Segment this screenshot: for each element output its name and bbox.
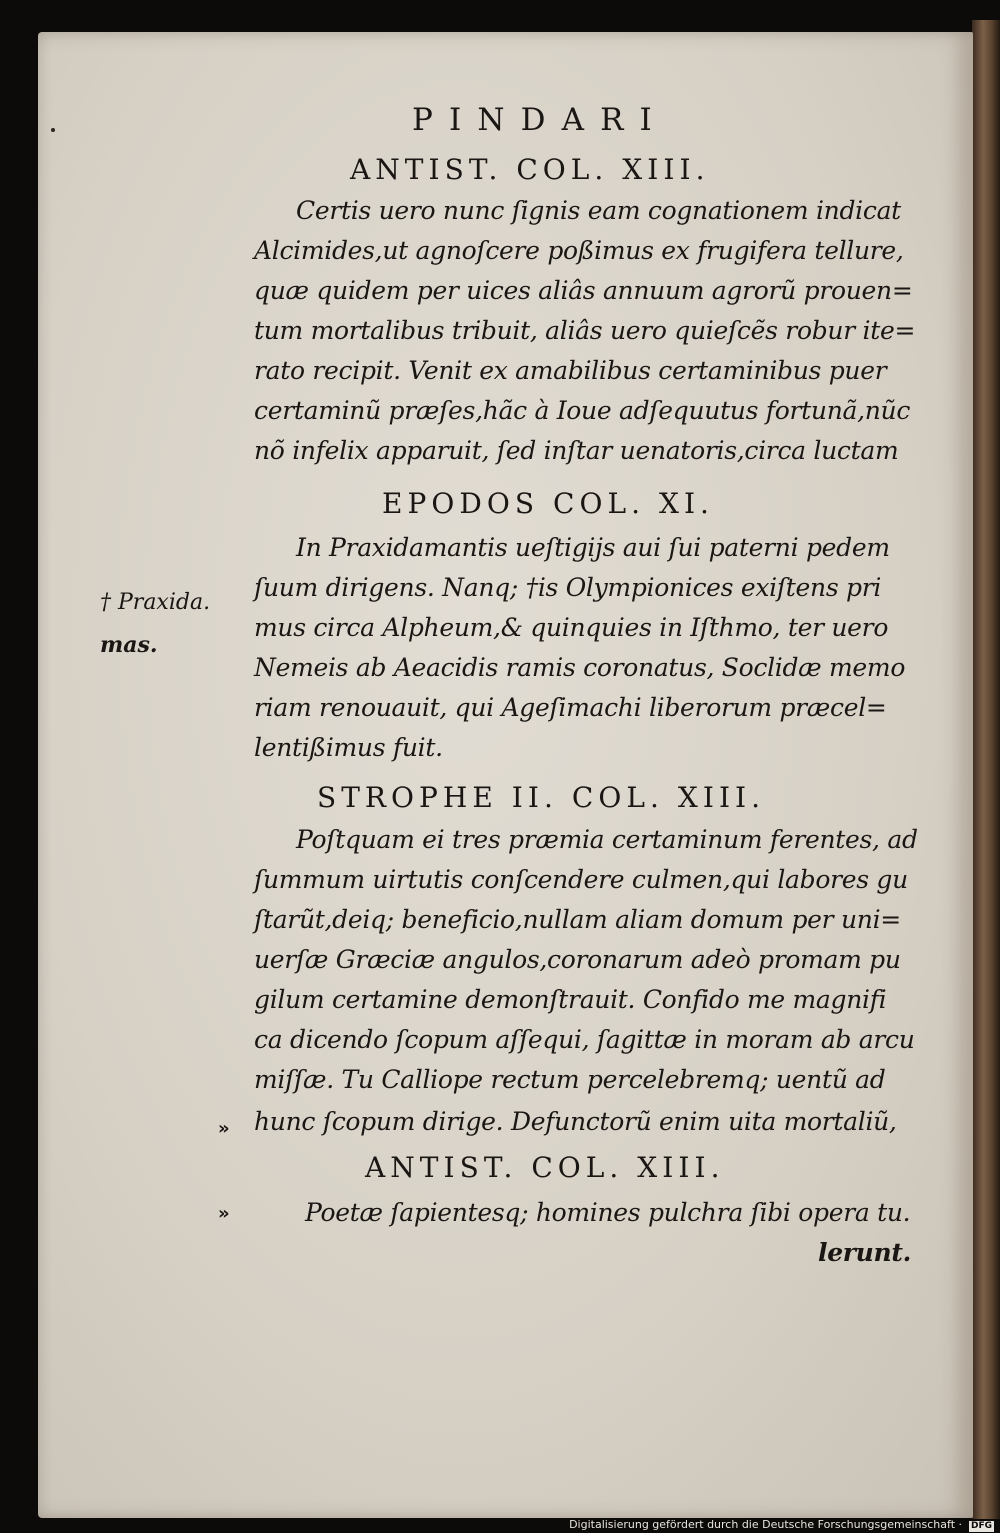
text-line: tum mortalibus tribuit, aliâs uero quieſcẽs robur ite= bbox=[254, 316, 916, 345]
margin-note-continued: mas. bbox=[100, 632, 158, 658]
text-line: ca dicendo ſcopum aſſequi, ſagittæ in moram ab arcu bbox=[254, 1025, 915, 1054]
section-heading-strophe-2: STROPHE II. COL. XIII. bbox=[317, 781, 766, 814]
text-line: riam renouauit, qui Ageſimachi liberorum præcel= bbox=[254, 693, 887, 722]
margin-note: † Praxida. bbox=[100, 590, 211, 615]
text-line: Certis uero nunc ſignis eam cognationem indicat bbox=[296, 196, 901, 225]
page-speck bbox=[51, 128, 55, 132]
text-line: quæ quidem per uices aliâs annuum agrorũ prouen= bbox=[254, 276, 913, 305]
text-line: ſuum dirigens. Nanq; †is Olympionices exiſtens pri bbox=[254, 573, 882, 602]
text-line: uerſæ Græciæ angulos,coronarum adeò promam pu bbox=[254, 945, 901, 974]
section-heading-epodos: EPODOS COL. XI. bbox=[382, 487, 714, 520]
text-line: hunc ſcopum dirige. Defunctorũ enim uita mortaliũ, bbox=[254, 1107, 897, 1136]
digitization-credit: Digitalisierung gefördert durch die Deutsche Forschungsgemeinschaft · bbox=[569, 1518, 962, 1531]
text-line: mus circa Alpheum,& quinquies in Iſthmo, ter uero bbox=[254, 613, 889, 642]
text-line: ſummum uirtutis conſcendere culmen,qui labores gu bbox=[254, 865, 908, 894]
text-line: Poetæ ſapientesq; homines pulchra ſibi opera tu. bbox=[305, 1198, 911, 1227]
text-line: rato recipit. Venit ex amabilibus certaminibus puer bbox=[254, 356, 887, 385]
margin-quote-mark: » bbox=[218, 1203, 230, 1224]
book-binding bbox=[972, 20, 1000, 1520]
text-line: lerunt. bbox=[818, 1238, 912, 1267]
dfg-logo: DFG bbox=[970, 1521, 992, 1531]
text-line: nõ infelix apparuit, ſed inſtar uenatoris,circa luctam bbox=[254, 436, 899, 465]
text-line: Alcimides,ut agnoſcere poßimus ex frugifera tellure, bbox=[254, 236, 904, 265]
text-line: Nemeis ab Aeacidis ramis coronatus, Soclidæ memo bbox=[254, 653, 906, 682]
text-line: certaminũ præſes,hãc à Ioue adſequutus fortunã,nũc bbox=[254, 396, 911, 425]
text-line: In Praxidamantis ueſtigijs aui ſui paterni pedem bbox=[296, 533, 890, 562]
text-line: miſſæ. Tu Calliope rectum percelebremq; uentũ ad bbox=[254, 1065, 886, 1094]
section-heading-antistrophe-1: ANTIST. COL. XIII. bbox=[350, 153, 710, 186]
text-line: ſtarũt,deiq; beneficio,nullam aliam domum per uni= bbox=[254, 905, 901, 934]
section-heading-antistrophe-2: ANTIST. COL. XIII. bbox=[365, 1151, 725, 1184]
text-line: Poſtquam ei tres præmia certaminum ferentes, ad bbox=[296, 825, 918, 854]
running-head: PINDARI bbox=[412, 102, 668, 138]
margin-quote-mark: » bbox=[218, 1118, 230, 1139]
text-line: lentißimus fuit. bbox=[254, 733, 443, 762]
text-line: gilum certamine demonſtrauit. Confido me magnifi bbox=[254, 985, 887, 1014]
